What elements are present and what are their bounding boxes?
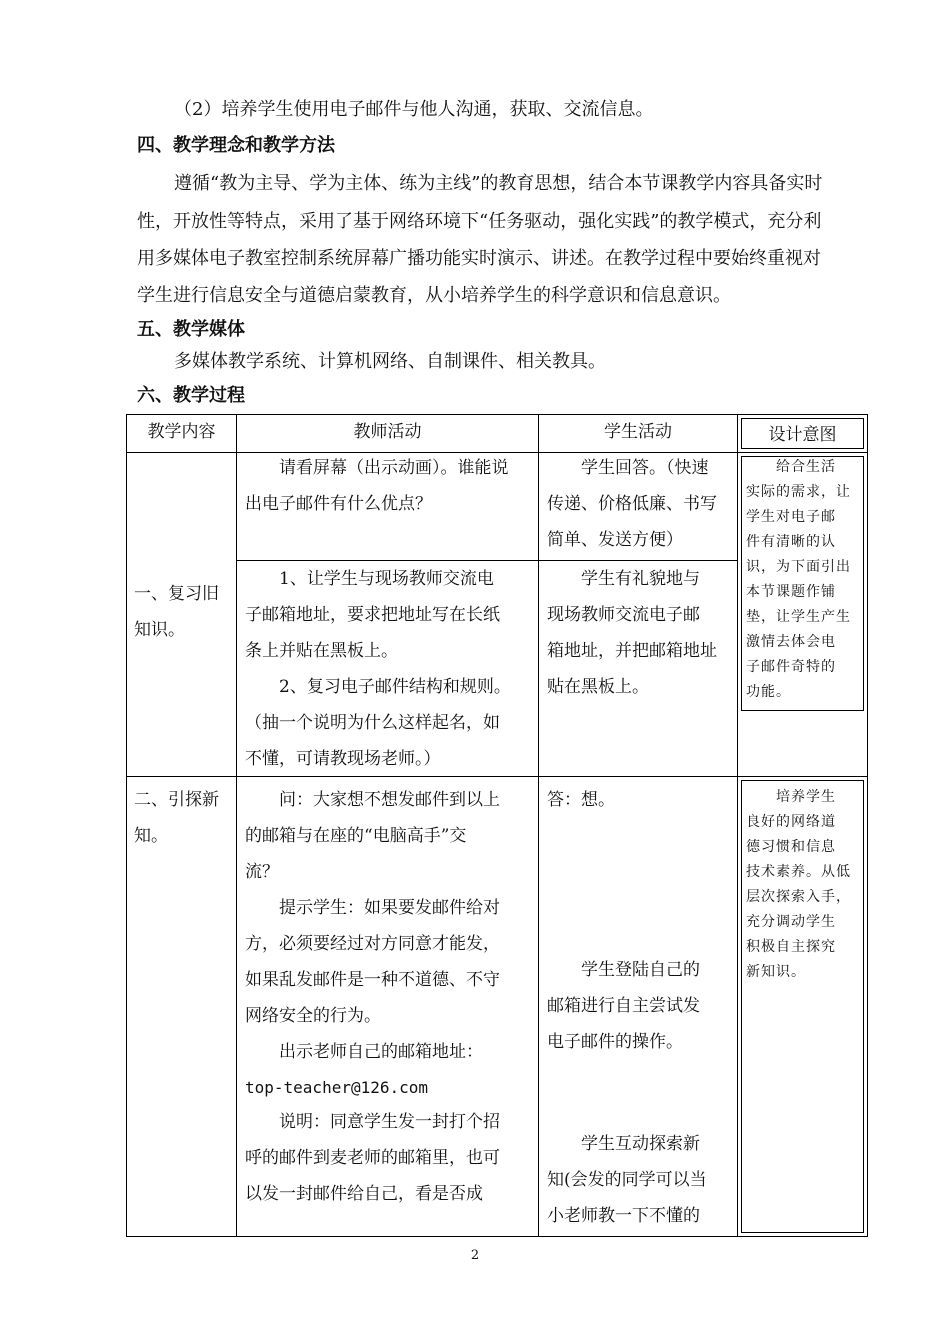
row1-teacher-a: 请看屏幕（出示动画）。谁能说 出电子邮件有什么优点？ xyxy=(245,458,509,514)
section4-line-1: 遵循“教为主导、学为主体、练为主线”的教育思想，结合本节课教学内容具备实时 xyxy=(174,173,823,194)
row1-student-b: 学生有礼貌地与 现场教师交流电子邮 箱地址，并把邮箱地址 贴在黑板上。 xyxy=(547,569,717,697)
header-teacher: 教师活动 xyxy=(353,422,422,442)
row2-design: 培养学生 良好的网络道 德习惯和信息 技术素养。从低 层次探索入手， 充分调动学生 积极自主探究 新知识。 xyxy=(746,789,851,980)
intro-line: （2）培养学生使用电子邮件与他人沟通，获取、交流信息。 xyxy=(174,99,654,120)
row2-student-2: 学生登陆自己的 邮箱进行自主尝试发 电子邮件的操作。 xyxy=(547,960,700,1052)
row2-email: top-teacher@126.com xyxy=(245,1078,429,1097)
section4-heading: 四、教学理念和教学方法 xyxy=(137,135,335,156)
page-number: 2 xyxy=(470,1248,480,1263)
header-student: 学生活动 xyxy=(604,422,672,442)
row2-teacher-2: 说明：同意学生发一封打个招 呼的邮件到麦老师的邮箱里，也可 以发一封邮件给自己，看是否成 xyxy=(245,1112,500,1204)
row2-student-3: 学生互动探索新 知(会发的同学可以当 小老师教一下不懂的 xyxy=(547,1134,707,1226)
row1-student-a: 学生回答。（快速 传递、价格低廉、书写 简单、发送方便） xyxy=(547,458,717,550)
row2-student-1: 答：想。 xyxy=(547,790,615,810)
row2-content: 二、引探新 知。 xyxy=(134,790,219,846)
row1-design: 给合生活 实际的需求，让 学生对电子邮 件有清晰的认 识，为下面引出 本节课题作铺 垫，让学生产生 激情去体会电 子邮件奇特的 功能。 xyxy=(746,459,851,700)
row1-content: 一、复习旧 知识。 xyxy=(134,584,219,640)
section6-heading: 六、教学过程 xyxy=(137,385,245,406)
header-design: 设计意图 xyxy=(768,425,837,445)
section5-heading: 五、教学媒体 xyxy=(137,319,245,340)
section4-line-4: 学生进行信息安全与道德启蒙教育，从小培养学生的科学意识和信息意识。 xyxy=(137,285,731,306)
row1-teacher-b: 1、让学生与现场教师交流电 子邮箱地址，要求把地址写在长纸 条上并贴在黑板上。 2、复习电子邮件结构和规则。 （抽一个说明为什么这样起名，如 不懂，可请教现场老师。） xyxy=(245,569,511,769)
section4-line-2: 性，开放性等特点，采用了基于网络环境下“任务驱动，强化实践”的教学模式，充分利 xyxy=(137,211,822,232)
row2-teacher-1: 问：大家想不想发邮件到以上 的邮箱与在座的“电脑高手”交 流？ 提示学生：如果要发邮件给对 方，必须要经过对方同意才能发， 如果乱发邮件是一种不道德、不守 网络安全的行为。 出示老师自己的邮箱地址： xyxy=(245,790,500,1062)
header-content: 教学内容 xyxy=(147,422,216,442)
section5-line: 多媒体教学系统、计算机网络、自制课件、相关教具。 xyxy=(174,351,606,372)
section4-line-3: 用多媒体电子教室控制系统屏幕广播功能实时演示、讲述。在教学过程中要始终重视对 xyxy=(137,248,821,269)
